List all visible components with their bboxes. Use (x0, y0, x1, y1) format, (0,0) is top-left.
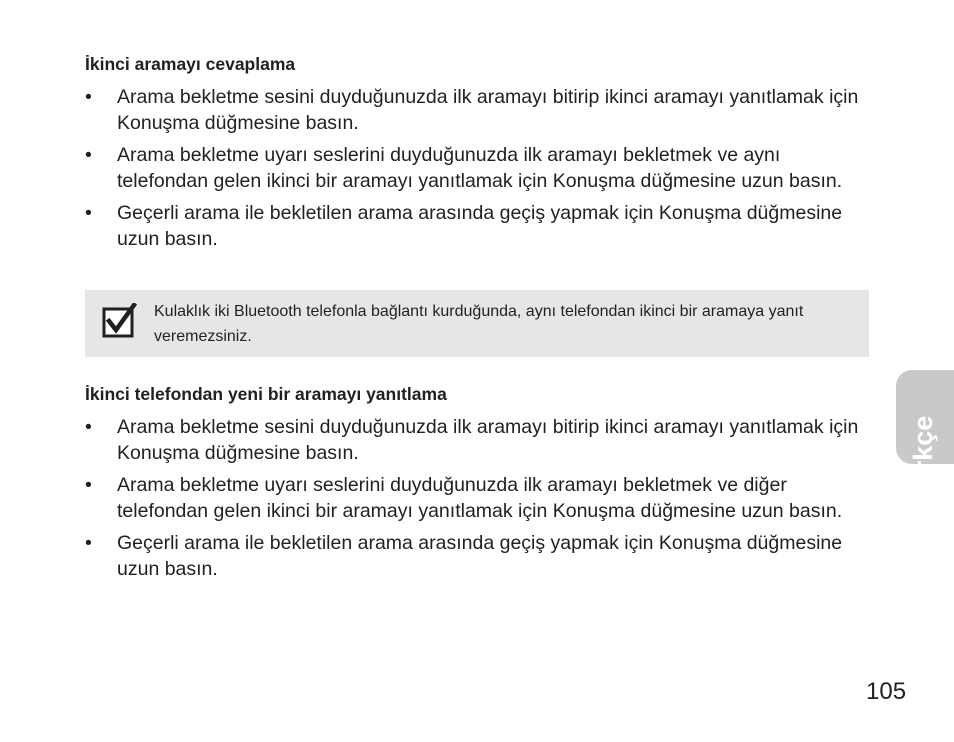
page-number: 105 (866, 678, 907, 705)
list-item: • Geçerli arama ile bekletilen arama arasında geçiş yapmak için Konuşma düğmesine uzun basın. (85, 530, 875, 582)
list-item: • Geçerli arama ile bekletilen arama arasında geçiş yapmak için Konuşma düğmesine uzun basın. (85, 200, 875, 252)
section1-bullet-list (85, 84, 875, 258)
checkbox-check-icon (101, 303, 137, 339)
language-side-tab-label: Türkçe (908, 415, 938, 505)
list-item: • Arama bekletme uyarı seslerini duyduğunuzda ilk aramayı bekletmek ve diğer telefondan gelen ikinci bir aramayı yanıtlamak için Konuşma düğmesine uzun basın. (85, 472, 875, 524)
section2-bullet-list (85, 414, 875, 588)
note-text: Kulaklık iki Bluetooth telefonla bağlantı kurduğunda, aynı telefondan ikinci bir aramaya yanıt veremezsiniz. (154, 303, 804, 345)
list-item: • Arama bekletme sesini duyduğunuzda ilk aramayı bitirip ikinci aramayı yanıtlamak için Konuşma düğmesine basın. (85, 414, 875, 466)
section-heading-answer-new-call: İkinci telefondan yeni bir aramayı yanıtlama (85, 384, 447, 404)
list-item: • Arama bekletme uyarı seslerini duyduğunuzda ilk aramayı bekletmek ve aynı telefondan gelen ikinci bir aramayı yanıtlamak için Konuşma düğmesine uzun basın. (85, 142, 875, 194)
note-box (85, 290, 869, 357)
list-item: • Arama bekletme sesini duyduğunuzda ilk aramayı bitirip ikinci aramayı yanıtlamak için Konuşma düğmesine basın. (85, 84, 875, 136)
section-heading-answer-second-call: İkinci aramayı cevaplama (85, 54, 296, 74)
